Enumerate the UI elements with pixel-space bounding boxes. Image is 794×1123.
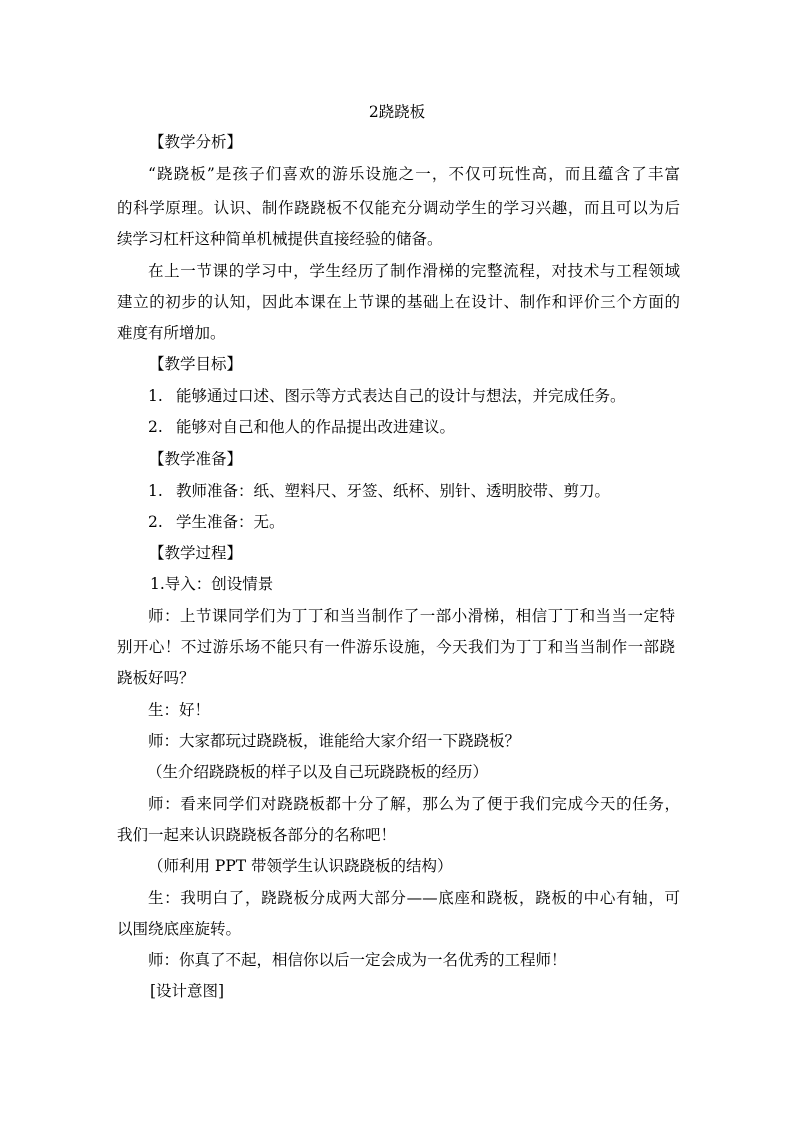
prep-item-2-text: 学生准备：无。 xyxy=(176,513,285,531)
prep-item-2-number: 2. xyxy=(148,513,163,531)
student-line-1: 生：好！ xyxy=(148,701,211,719)
prep-item-1-text: 教师准备：纸、塑料尺、牙签、纸杯、别针、透明胶带、剪刀。 xyxy=(176,482,611,500)
section-heading-process: 【教学过程】 xyxy=(149,544,243,562)
goal-item-1-number: 1. xyxy=(148,387,163,405)
prep-item-1 xyxy=(148,480,610,502)
analysis-p2-line3: 难度有所增加。 xyxy=(117,324,226,342)
analysis-p1-line3: 续学习杠杆这种简单机械提供直接经验的储备。 xyxy=(117,230,443,248)
goal-item-2-number: 2. xyxy=(148,418,163,436)
teacher-line-3a: 师：看来同学们对跷跷板都十分了解，那么为了便于我们完成今天的任务， xyxy=(148,795,680,813)
student-line-2b: 以围绕底座旋转。 xyxy=(117,920,242,938)
teacher-line-1a: 师：上节课同学们为丁丁和当当制作了一部小滑梯，相信丁丁和当当一定特 xyxy=(148,607,675,625)
goal-item-2 xyxy=(148,416,455,438)
analysis-p2-line1: 在上一节课的学习中，学生经历了制作滑梯的完整流程，对技术与工程领域 xyxy=(148,262,680,280)
activity-note-2: （师利用 PPT 带领学生认识跷跷板的结构） xyxy=(148,857,453,875)
analysis-p1-line2: 的科学原理。认识、制作跷跷板不仅能充分调动学生的学习兴趣，而且可以为后 xyxy=(117,199,680,217)
analysis-p2-line2: 建立的初步的认知，因此本课在上节课的基础上在设计、制作和评价三个方面的 xyxy=(117,293,680,311)
teacher-line-4: 师：你真了不起，相信你以后一定会成为一名优秀的工程师！ xyxy=(148,951,567,969)
analysis-p1-line1: “跷跷板”是孩子们喜欢的游乐设施之一，不仅可玩性高，而且蕴含了丰富 xyxy=(148,165,680,183)
section-heading-prep: 【教学准备】 xyxy=(149,450,243,468)
teacher-line-1c: 跷板好吗？ xyxy=(117,669,195,687)
design-intent-label: [设计意图] xyxy=(150,982,225,1000)
student-line-2a: 生：我明白了，跷跷板分成两大部分——底座和跷板，跷板的中心有轴，可 xyxy=(148,889,680,907)
prep-item-2 xyxy=(148,511,285,533)
goal-item-2-text: 能够对自己和他人的作品提出改进建议。 xyxy=(176,418,456,436)
process-step-1: 1.导入：创设情景 xyxy=(150,575,274,593)
prep-item-1-number: 1. xyxy=(148,482,163,500)
teacher-line-3b: 我们一起来认识跷跷板各部分的名称吧！ xyxy=(117,826,397,844)
goal-item-1 xyxy=(148,385,626,407)
document-title: 2跷跷板 xyxy=(368,103,426,121)
section-heading-goals: 【教学目标】 xyxy=(149,355,243,373)
goal-item-1-text: 能够通过口述、图示等方式表达自己的设计与想法，并完成任务。 xyxy=(176,387,626,405)
activity-note-1: （生介绍跷跷板的样子以及自己玩跷跷板的经历） xyxy=(147,763,489,781)
teacher-line-2: 师：大家都玩过跷跷板，谁能给大家介绍一下跷跷板？ xyxy=(148,732,521,750)
section-heading-analysis: 【教学分析】 xyxy=(149,133,243,151)
teacher-line-1b: 别开心！不过游乐场不能只有一件游乐设施，今天我们为丁丁和当当制作一部跷 xyxy=(117,638,675,656)
